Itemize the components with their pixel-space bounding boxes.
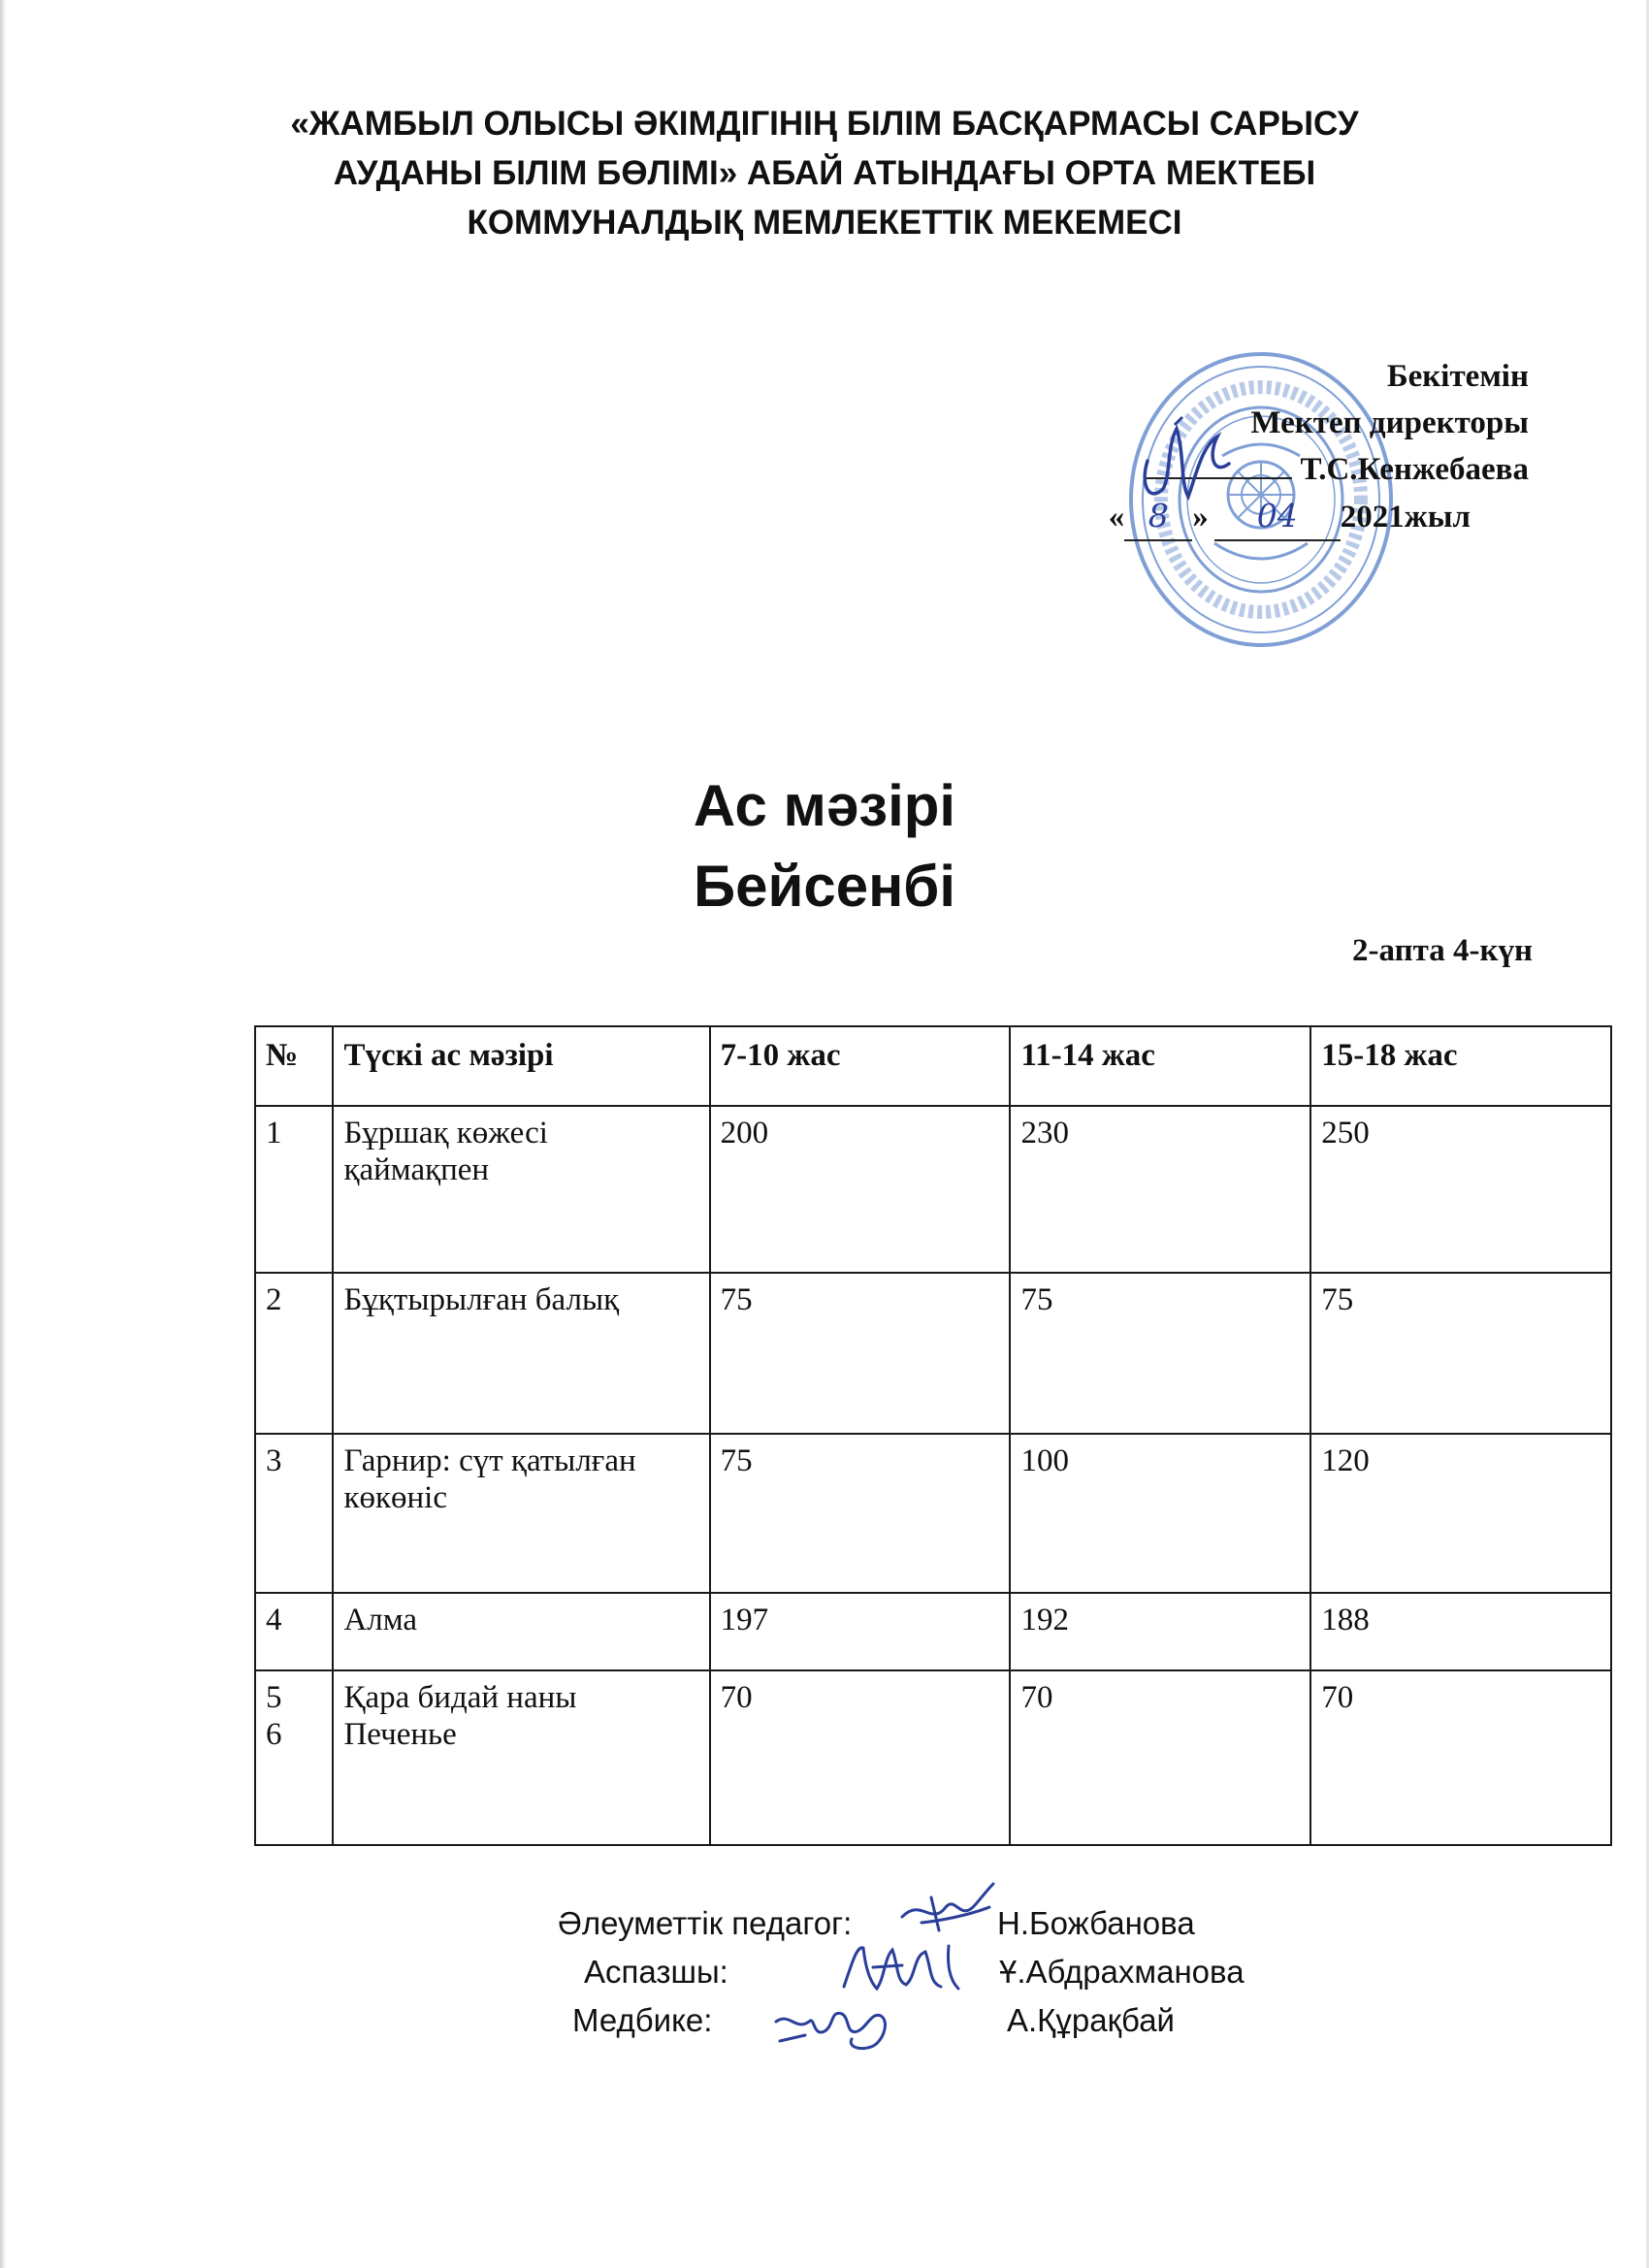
portion-15-18: 188 xyxy=(1310,1593,1611,1670)
portion-7-10: 197 xyxy=(710,1593,1011,1670)
signatory-role: Әлеуметтік педагог: xyxy=(558,1905,853,1941)
approver-position: Мектеп директоры xyxy=(1250,405,1529,440)
week-day-label: 2-апта 4-күн xyxy=(1352,933,1533,968)
dish-name: Бұқтырылған балық xyxy=(333,1273,709,1434)
signatory-name: Н.Божбанова xyxy=(997,1905,1195,1941)
menu-title: Ас мәзірі xyxy=(693,773,956,838)
portion-15-18: 250 xyxy=(1310,1106,1611,1273)
table-row xyxy=(255,1670,1611,1845)
row-number: 2 xyxy=(255,1273,333,1434)
signatory-name: А.Құрақбай xyxy=(1007,2002,1175,2038)
portion-15-18: 120 xyxy=(1310,1434,1611,1593)
dish-name: Бұршақ көжесі қаймақпен xyxy=(333,1106,709,1273)
signatories-block xyxy=(543,1899,1416,2045)
org-header-line: «ЖАМБЫЛ ОЛЫСЫ ӘКІМДІГІНІҢ БІЛІМ БАСҚАРМАСЫ САРЫСУ xyxy=(290,105,1359,143)
signature-social-pedagogue xyxy=(892,1878,999,1946)
date-month: 04 xyxy=(1214,493,1341,541)
portion-7-10: 75 xyxy=(710,1434,1011,1593)
header-dish: Түскі ас мәзірі xyxy=(333,1026,709,1106)
portion-7-10: 70 xyxy=(710,1670,1011,1845)
portion-11-14: 70 xyxy=(1010,1670,1310,1845)
signatory-role: Аспазшы: xyxy=(584,1954,728,1990)
portion-7-10: 200 xyxy=(710,1106,1011,1273)
signature-nurse xyxy=(766,1993,912,2060)
portion-11-14: 192 xyxy=(1010,1593,1310,1670)
header-number: № xyxy=(255,1026,333,1106)
portion-15-18: 70 xyxy=(1310,1670,1611,1845)
org-header-line: КОММУНАЛДЫҚ МЕМЛЕКЕТТІК МЕКЕМЕСІ xyxy=(467,204,1182,242)
portion-11-14: 75 xyxy=(1010,1273,1310,1434)
table-row xyxy=(255,1273,1611,1434)
portion-7-10: 75 xyxy=(710,1273,1011,1434)
dish-name-line: көкөніс xyxy=(343,1480,447,1515)
dish-name: Алма xyxy=(333,1593,709,1670)
page-scan-edge xyxy=(0,0,6,2268)
dish-name-line: Қара бидай наны xyxy=(343,1680,577,1715)
menu-table xyxy=(254,1025,1612,1846)
date-quote-open: « xyxy=(1108,500,1125,535)
dish-name xyxy=(333,1670,709,1845)
table-row xyxy=(255,1593,1611,1670)
portion-15-18: 75 xyxy=(1310,1273,1611,1434)
org-header-line: АУДАНЫ БІЛІМ БӨЛІМІ» АБАЙ АТЫНДАҒЫ ОРТА МЕКТЕБІ xyxy=(333,154,1316,192)
portion-11-14: 230 xyxy=(1010,1106,1310,1273)
dish-name-line: Печенье xyxy=(343,1717,457,1752)
row-number xyxy=(255,1670,333,1845)
table-header-row xyxy=(255,1026,1611,1106)
approval-title: Бекітемін xyxy=(1386,359,1529,394)
row-number: 3 xyxy=(255,1434,333,1593)
date-year: 2021жыл xyxy=(1340,500,1471,535)
row-number-line: 5 xyxy=(266,1680,282,1715)
header-age-15-18: 15-18 жас xyxy=(1310,1026,1611,1106)
dish-name-line: Гарнир: сүт қатылған xyxy=(343,1443,636,1478)
row-number: 1 xyxy=(255,1106,333,1273)
approver-name: Т.С.Кенжебаева xyxy=(1300,452,1529,487)
row-number: 4 xyxy=(255,1593,333,1670)
date-quote-close: » xyxy=(1192,500,1209,535)
table-row xyxy=(255,1106,1611,1273)
signatory-row xyxy=(543,1996,1416,2045)
signatory-name: Ұ.Абдрахманова xyxy=(999,1954,1245,1990)
signature-cook xyxy=(834,1938,970,1998)
signatory-row xyxy=(543,1948,1416,1996)
row-number-line: 6 xyxy=(266,1717,282,1752)
portion-11-14: 100 xyxy=(1010,1434,1310,1593)
header-age-7-10: 7-10 жас xyxy=(710,1026,1011,1106)
date-day: 8 xyxy=(1124,493,1192,541)
organization-header xyxy=(155,99,1494,247)
menu-day-title: Бейсенбі xyxy=(693,854,956,919)
table-row xyxy=(255,1434,1611,1593)
signatory-role: Медбике: xyxy=(572,2002,713,2038)
header-age-11-14: 11-14 жас xyxy=(1010,1026,1310,1106)
dish-name xyxy=(333,1434,709,1593)
director-signature xyxy=(1120,407,1266,514)
